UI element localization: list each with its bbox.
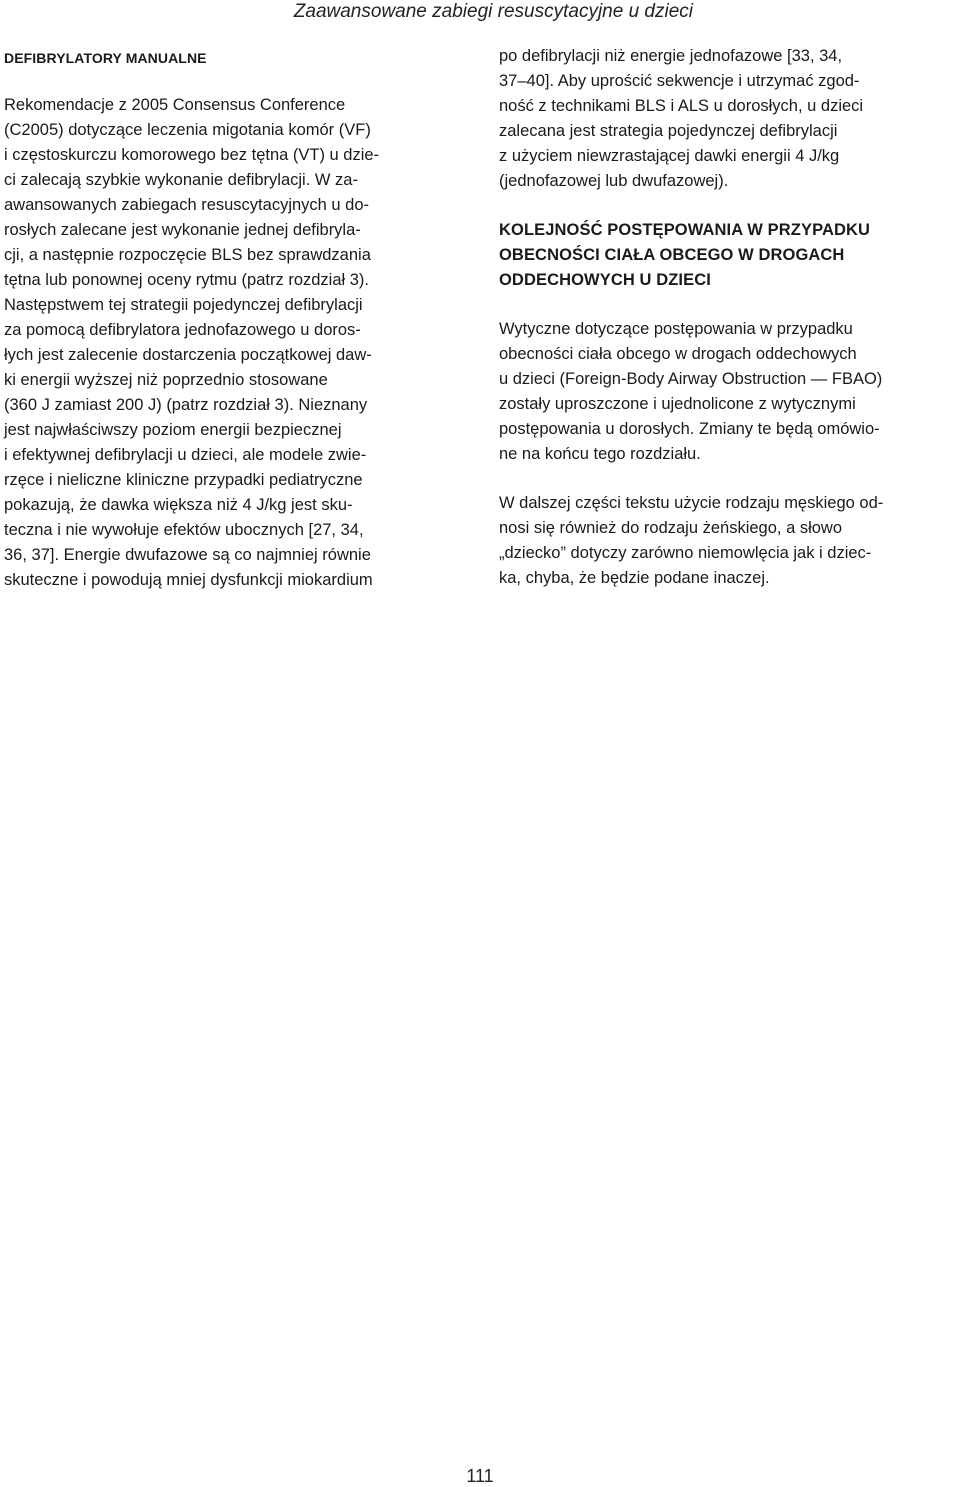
text-line: po defibrylacji niż energie jednofazowe [33, 34, <box>499 47 843 65</box>
text-line: z użyciem niewzrastającej dawki energii 4 J/kg <box>499 147 840 165</box>
text-line: ność z technikami BLS i ALS u dorosłych, u dzieci <box>499 97 864 115</box>
text-line: Następstwem tej strategii pojedynczej defibrylacji <box>4 296 363 314</box>
text-line: „dziecko” dotyczy zarówno niemowlęcia jak i dziec- <box>499 544 872 562</box>
text-line: tętna lub ponownej oceny rytmu (patrz rozdział 3). <box>4 271 370 289</box>
section-heading-foreign-body <box>499 218 959 293</box>
heading-line: OBECNOŚCI CIAŁA OBCEGO W DROGACH <box>499 246 845 264</box>
text-line: 37–40]. Aby uprościć sekwencje i utrzymać zgod- <box>499 72 860 90</box>
running-header-title: Zaawansowane zabiegi resuscytacyjne u dzieci <box>293 1 693 22</box>
text-line: obecności ciała obcego w drogach oddechowych <box>499 345 857 363</box>
left-column <box>4 44 461 593</box>
paragraph-continuation <box>499 44 959 194</box>
text-line: ci zalecają szybkie wykonanie defibrylacji. W za- <box>4 171 358 189</box>
text-line: postępowania u dorosłych. Zmiany te będą omówio- <box>499 420 880 438</box>
paragraph-defibrillation <box>4 93 461 593</box>
text-line: (C2005) dotyczące leczenia migotania komór (VF) <box>4 121 371 139</box>
text-line: ki energii wyższej niż poprzednio stosowane <box>4 371 328 389</box>
heading-line: KOLEJNOŚĆ POSTĘPOWANIA W PRZYPADKU <box>499 221 871 239</box>
text-line: rosłych zalecane jest wykonanie jednej defibryla- <box>4 221 361 239</box>
text-line: teczna i nie wywołuje efektów ubocznych [27, 34, <box>4 521 364 539</box>
text-line: zalecana jest strategia pojedynczej defibrylacji <box>499 122 838 140</box>
text-line: (360 J zamiast 200 J) (patrz rozdział 3). Nieznany <box>4 396 368 414</box>
text-line: pokazują, że dawka większa niż 4 J/kg jest sku- <box>4 496 353 514</box>
heading-line: ODDECHOWYCH U DZIECI <box>499 271 711 289</box>
text-line: i efektywnej defibrylacji u dzieci, ale modele zwie- <box>4 446 367 464</box>
text-line: Wytyczne dotyczące postępowania w przypadku <box>499 320 853 338</box>
section-heading-defibrillators: DEFIBRYLATORY MANUALNE <box>4 50 207 66</box>
page-number: 111 <box>466 1466 494 1486</box>
text-line: rzęce i nieliczne kliniczne przypadki pediatryczne <box>4 471 363 489</box>
text-line: nosi się również do rodzaju żeńskiego, a słowo <box>499 519 843 537</box>
text-line: zostały uproszczone i ujednolicone z wytycznymi <box>499 395 856 413</box>
text-line: W dalszej części tekstu użycie rodzaju męskiego od- <box>499 494 884 512</box>
text-line: ne na końcu tego rozdziału. <box>499 445 701 463</box>
text-line: u dzieci (Foreign-Body Airway Obstruction — FBAO) <box>499 370 883 388</box>
text-line: (jednofazowej lub dwufazowej). <box>499 172 729 190</box>
right-column <box>499 44 959 591</box>
text-line: łych jest zalecenie dostarczenia początkowej daw- <box>4 346 372 364</box>
text-line: za pomocą defibrylatora jednofazowego u doros- <box>4 321 361 339</box>
text-line: i częstoskurczu komorowego bez tętna (VT) u dzie- <box>4 146 380 164</box>
text-line: jest najwłaściwszy poziom energii bezpiecznej <box>4 421 342 439</box>
text-line: ka, chyba, że będzie podane inaczej. <box>499 569 770 587</box>
text-line: Rekomendacje z 2005 Consensus Conference <box>4 96 346 114</box>
paragraph-gender-note <box>499 491 959 591</box>
text-line: cji, a następnie rozpoczęcie BLS bez sprawdzania <box>4 246 371 264</box>
paragraph-guidelines <box>499 317 959 467</box>
text-line: skuteczne i powodują mniej dysfunkcji miokardium <box>4 571 373 589</box>
text-line: 36, 37]. Energie dwufazowe są co najmniej równie <box>4 546 371 564</box>
text-line: awansowanych zabiegach resuscytacyjnych u do- <box>4 196 370 214</box>
